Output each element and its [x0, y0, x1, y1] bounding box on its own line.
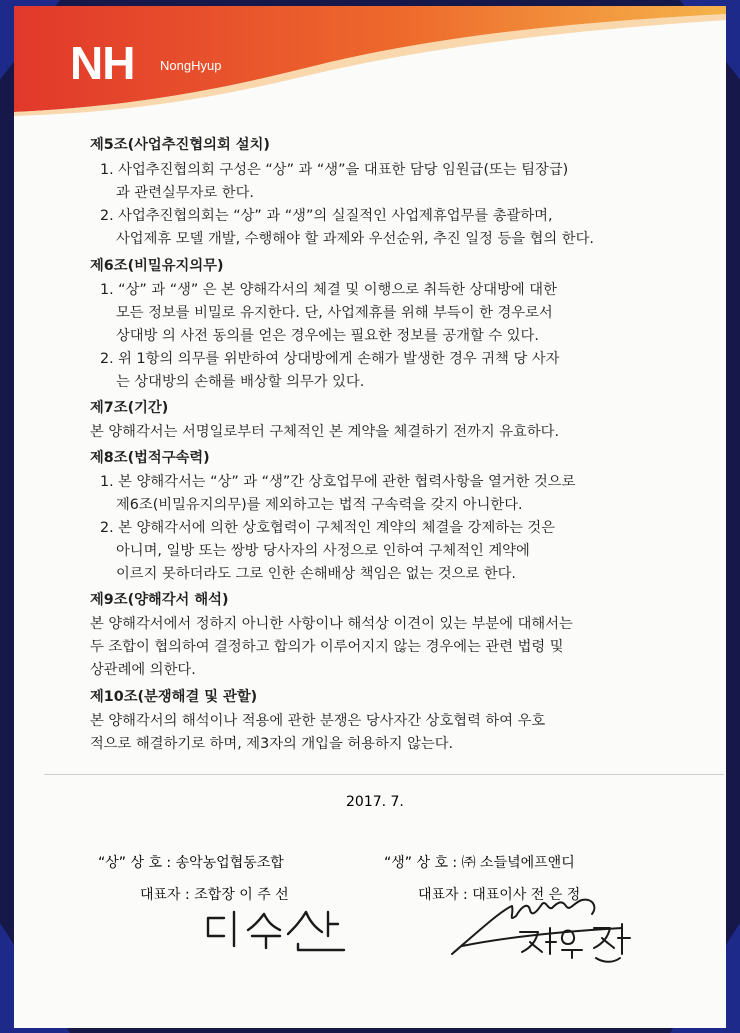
party-saeng-name-label: “생” 상 호 :	[384, 855, 458, 871]
nh-logo: NH	[70, 37, 135, 89]
article-line: 이르지 못하더라도 그로 인한 손해배상 책임은 없는 것으로 한다.	[116, 566, 516, 582]
article-line: 두 조합이 협의하여 결정하고 합의가 이루어지지 않는 경우에는 관련 법령 및	[90, 639, 564, 655]
article-line: 모든 정보를 비밀로 유지한다. 단, 사업제휴를 위해 부득이 한 경우로서	[116, 305, 553, 321]
party-saeng-rep-label: 대표자 :	[418, 887, 468, 903]
signature-sang	[194, 906, 364, 956]
signature-saeng	[442, 888, 652, 974]
article-line: 1. 본 양해각서는 “상” 과 “생”간 상호업무에 관한 협력사항을 열거한 것으로	[100, 474, 576, 490]
article-line: 제6조(비밀유지의무)를 제외하고는 법적 구속력을 갖지 아니한다.	[116, 497, 523, 513]
party-sang-rep	[140, 884, 289, 904]
article-line: 본 양해각서의 해석이나 적용에 관한 분쟁은 당사자간 상호협력 하여 우호	[90, 713, 546, 729]
article-title: 제8조(법적구속력)	[90, 450, 210, 466]
article-title: 제10조(분쟁해결 및 관할)	[90, 689, 258, 705]
nonghyup-wordmark: NongHyup	[160, 58, 222, 73]
party-sang-name-value: 송악농업협동조합	[175, 855, 284, 871]
party-sang-rep-value: 조합장 이 주 선	[194, 887, 289, 903]
article-line: 과 관련실무자로 한다.	[116, 185, 254, 201]
article-title: 제7조(기간)	[90, 400, 169, 416]
article-title: 제5조(사업추진협의회 설치)	[90, 137, 270, 153]
article-line: 2. 본 양해각서에 의한 상호협력이 구체적인 계약의 체결을 강제하는 것은	[100, 520, 556, 536]
document-sheet	[14, 6, 726, 1028]
article-line: 본 양해각서는 서명일로부터 구체적인 본 계약을 체결하기 전까지 유효하다.	[90, 424, 560, 440]
article-line: 아니며, 일방 또는 쌍방 당사자의 사정으로 인하여 구체적인 계약에	[116, 543, 530, 559]
article-line: 상관례에 의한다.	[90, 662, 196, 678]
article-line: 상대방 의 사전 동의를 얻은 경우에는 필요한 정보를 공개할 수 있다.	[116, 328, 539, 344]
article-line: 는 상대방의 손해를 배상할 의무가 있다.	[116, 374, 365, 390]
party-sang-rep-label: 대표자 :	[140, 887, 190, 903]
article-line: 2. 위 1항의 의무를 위반하여 상대방에게 손해가 발생한 경우 귀책 당 사자	[100, 351, 560, 367]
document-date: 2017. 7.	[346, 794, 404, 810]
article-line: 1. 사업추진협의회 구성은 “상” 과 “생”을 대표한 담당 임원급(또는 팀장급)	[100, 162, 569, 178]
article-line: 2. 사업추진협의회는 “상” 과 “생”의 실질적인 사업제휴업무를 총괄하며,	[100, 208, 553, 224]
article-line: 본 양해각서에서 정하지 아니한 사항이나 해석상 이견이 있는 부분에 대해서는	[90, 616, 573, 632]
party-saeng-rep-value: 대표이사 전 은 정	[472, 887, 581, 903]
party-sang-name	[98, 852, 284, 872]
article-line: 사업제휴 모델 개발, 수행해야 할 과제와 우선순위, 추진 일정 등을 협의 한다.	[116, 231, 594, 247]
party-saeng-name	[384, 852, 575, 872]
party-sang-name-label: “상” 상 호 :	[98, 855, 172, 871]
article-title: 제6조(비밀유지의무)	[90, 258, 224, 274]
article-line: 적으로 해결하기로 하며, 제3자의 개입을 허용하지 않는다.	[90, 736, 454, 752]
article-title: 제9조(양해각서 해석)	[90, 592, 229, 608]
party-saeng-name-value: ㈜ 소들녘에프앤디	[461, 855, 575, 871]
article-line: 1. “상” 과 “생” 은 본 양해각서의 체결 및 이행으로 취득한 상대방에 대한	[100, 282, 557, 298]
divider	[44, 774, 724, 775]
